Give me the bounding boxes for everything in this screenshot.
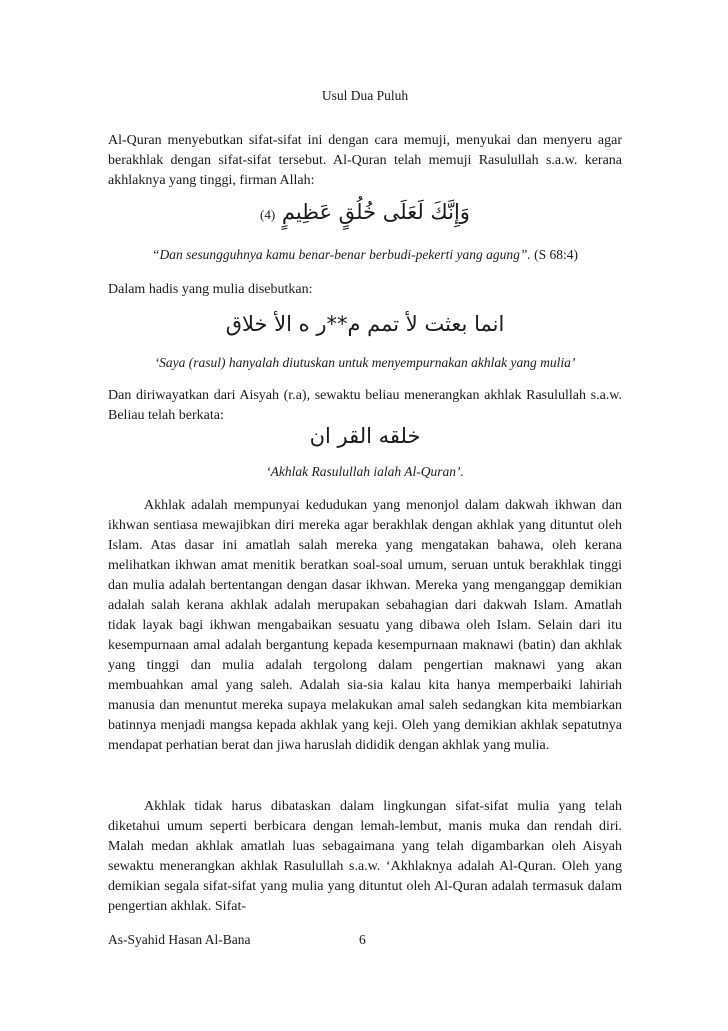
translation-2	[108, 355, 622, 371]
paragraph-5-text: Akhlak tidak harus dibataskan dalam lingkungan sifat-sifat mulia yang telah diketahui umum seperti berbicara dengan lemah-lembut, manis muka dan rendah diri. Malah medan akhlak amatlah luas sebagaimana yang telah digambarkan oleh Aisyah sewaktu menerangkan akhlak Rasulullah s.a.w. ‘Akhlaknya adalah Al-Quran. Oleh yang demikian segala sifat-sifat yang mulia yang dituntut oleh Al-Quran adalah termasuk dalam pengertian akhlak. Sifat-	[108, 799, 622, 914]
hadith-2-arabic: خلقه القر ان	[309, 424, 421, 448]
footer-author: As-Syahid Hasan Al-Bana	[108, 932, 251, 947]
translation-3	[108, 464, 622, 480]
hadith-1	[108, 312, 622, 336]
hadith-1-arabic: انما بعثت لأ تمم م**ر ه الأ خلاق	[225, 312, 505, 336]
translation-2-text: ‘Saya (rasul) hanyalah diutuskan untuk menyempurnakan akhlak yang mulia’	[154, 355, 576, 370]
running-header: Usul Dua Puluh	[321, 88, 409, 103]
paragraph-2-text: Dalam hadis yang mulia disebutkan:	[108, 282, 313, 297]
verse-number: (4)	[260, 207, 276, 222]
quran-verse	[108, 200, 622, 224]
paragraph-3-text: Dan diriwayatkan dari Aisyah (r.a), sewaktu beliau menerangkan akhlak Rasulullah s.a.w. Beliau telah berkata:	[108, 388, 622, 423]
hadith-2	[108, 424, 622, 448]
paragraph-4	[108, 496, 622, 756]
paragraph-3	[108, 386, 622, 426]
surah-reference: (S 68:4)	[534, 247, 579, 262]
paragraph-1	[108, 131, 622, 191]
translation-1-text: “Dan sesungguhnya kamu benar-benar berbudi-pekerti yang agung”.	[151, 247, 531, 262]
paragraph-4-text: Akhlak adalah mempunyai kedudukan yang menonjol dalam dakwah ikhwan dan ikhwan sentiasa mewajibkan diri mereka agar berakhlak dengan akhlak yang dituntut oleh Islam. Atas dasar ini amatlah salah mereka yang mengatakan bahawa, oleh kerana melihatkan ikhwan amat menitik beratkan soal-soal umum, seruan untuk berakhlak tinggi dan mulia adalah bertentangan dengan dasar ikhwan. Mereka yang menganggap demikian adalah salah kerana akhlak adalah merupakan sebahagian dari dakwah Islam. Amatlah tidak layak bagi ikhwan mengabaikan sesuatu yang dibawa oleh Islam. Selain dari itu kesempurnaan amal adalah bergantung kepada kesempurnaan maknawi (batin) dan akhlak yang tinggi dan mulia adalah tergolong dalam pengertian maknawi yang akan membuahkan amal yang saleh. Adalah sia-sia kalau kita hanya memperbaiki lahiriah manusia dan menuntut mereka supaya melakukan amal saleh sedangkan kita membiarkan batinnya menjadi mangsa kepada akhlak yang keji. Oleh yang demikian akhlak sepatutnya mendapat perhatian berat dan jiwa haruslah dididik dengan akhlak yang mulia.	[108, 498, 622, 753]
translation-1	[108, 247, 622, 263]
paragraph-5	[108, 797, 622, 917]
page-number: 6	[359, 932, 366, 947]
translation-3-text: ‘Akhlak Rasulullah ialah Al-Quran’.	[266, 464, 464, 479]
paragraph-1-text: Al-Quran menyebutkan sifat-sifat ini dengan cara memuji, menyukai dan menyeru agar berakhlak dengan sifat-sifat tersebut. Al-Quran telah memuji Rasulullah s.a.w. kerana akhlaknya yang tinggi, firman Allah:	[108, 133, 622, 188]
paragraph-2	[108, 280, 622, 300]
quran-verse-arabic: وَإِنَّكَ لَعَلَى خُلُقٍ عَظِيمٍ	[281, 200, 470, 224]
